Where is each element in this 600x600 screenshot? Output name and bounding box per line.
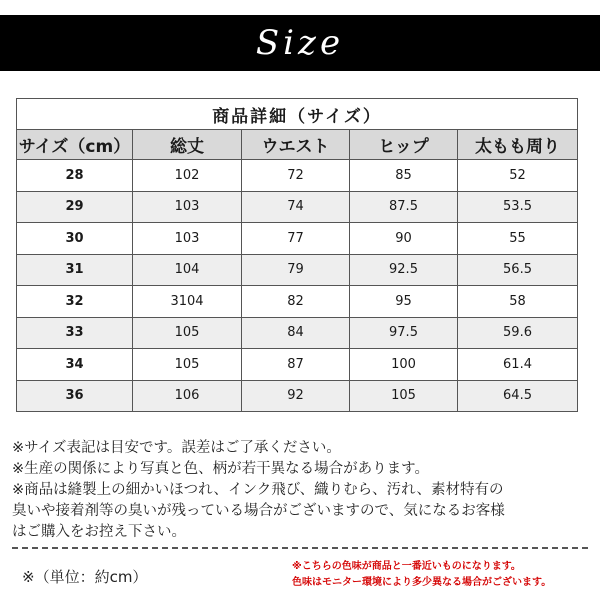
header-thigh: 太もも周り	[458, 130, 578, 160]
note-line: はご購入をお控え下さい。	[12, 524, 186, 540]
cell-waist: 87	[242, 349, 350, 381]
cell-total-length: 104	[133, 254, 242, 286]
notes	[12, 438, 592, 543]
cell-size: 28	[17, 160, 133, 192]
cell-waist: 82	[242, 286, 350, 318]
cell-waist: 74	[242, 191, 350, 223]
table-row	[17, 191, 578, 223]
cell-size: 29	[17, 191, 133, 223]
cell-thigh: 55	[458, 223, 578, 255]
cell-waist: 72	[242, 160, 350, 192]
cell-total-length: 3104	[133, 286, 242, 318]
table-row	[17, 349, 578, 381]
unit-note: ※（単位：約cm）	[22, 568, 148, 586]
banner-title: Size	[255, 23, 345, 63]
cell-hip: 100	[350, 349, 458, 381]
cell-total-length: 103	[133, 223, 242, 255]
table-header-row	[17, 130, 578, 160]
table-row	[17, 317, 578, 349]
size-banner	[0, 15, 600, 71]
note-line: ※サイズ表記は目安です。誤差はご了承ください。	[12, 440, 341, 456]
note-line: ※商品は縫製上の細かいほつれ、インク飛び、織りむら、汚れ、素材特有の	[12, 482, 504, 498]
cell-total-length: 106	[133, 380, 242, 412]
cell-hip: 92.5	[350, 254, 458, 286]
cell-waist: 79	[242, 254, 350, 286]
cell-hip: 97.5	[350, 317, 458, 349]
cell-total-length: 103	[133, 191, 242, 223]
table-row	[17, 254, 578, 286]
cell-thigh: 59.6	[458, 317, 578, 349]
cell-thigh: 56.5	[458, 254, 578, 286]
cell-hip: 87.5	[350, 191, 458, 223]
cell-size: 34	[17, 349, 133, 381]
cell-hip: 85	[350, 160, 458, 192]
cell-total-length: 105	[133, 349, 242, 381]
cell-thigh: 61.4	[458, 349, 578, 381]
cell-size: 32	[17, 286, 133, 318]
cell-hip: 95	[350, 286, 458, 318]
warning-line: ※こちらの色味が商品と一番近いものになります。	[292, 561, 521, 572]
cell-thigh: 64.5	[458, 380, 578, 412]
cell-thigh: 52	[458, 160, 578, 192]
cell-size: 30	[17, 223, 133, 255]
cell-thigh: 58	[458, 286, 578, 318]
table-row	[17, 160, 578, 192]
table-row	[17, 223, 578, 255]
header-waist: ウエスト	[242, 130, 350, 160]
color-warning	[292, 559, 596, 591]
note-line: ※生産の関係により写真と色、柄が若干異なる場合があります。	[12, 461, 429, 477]
cell-size: 31	[17, 254, 133, 286]
cell-size: 33	[17, 317, 133, 349]
dashed-divider	[12, 547, 588, 549]
warning-line: 色味はモニター環境により多少異なる場合がございます。	[292, 577, 552, 588]
table-row	[17, 286, 578, 318]
table-title: 商品詳細（サイズ）	[17, 99, 578, 130]
cell-thigh: 53.5	[458, 191, 578, 223]
cell-waist: 77	[242, 223, 350, 255]
table-row	[17, 380, 578, 412]
header-hip: ヒップ	[350, 130, 458, 160]
header-total-length: 総丈	[133, 130, 242, 160]
cell-hip: 105	[350, 380, 458, 412]
cell-total-length: 102	[133, 160, 242, 192]
header-size: サイズ（cm）	[17, 130, 133, 160]
cell-waist: 84	[242, 317, 350, 349]
cell-waist: 92	[242, 380, 350, 412]
cell-total-length: 105	[133, 317, 242, 349]
cell-size: 36	[17, 380, 133, 412]
size-table	[16, 98, 578, 412]
note-line: 臭いや接着剤等の臭いが残っている場合がございますので、気になるお客様	[12, 503, 505, 519]
cell-hip: 90	[350, 223, 458, 255]
